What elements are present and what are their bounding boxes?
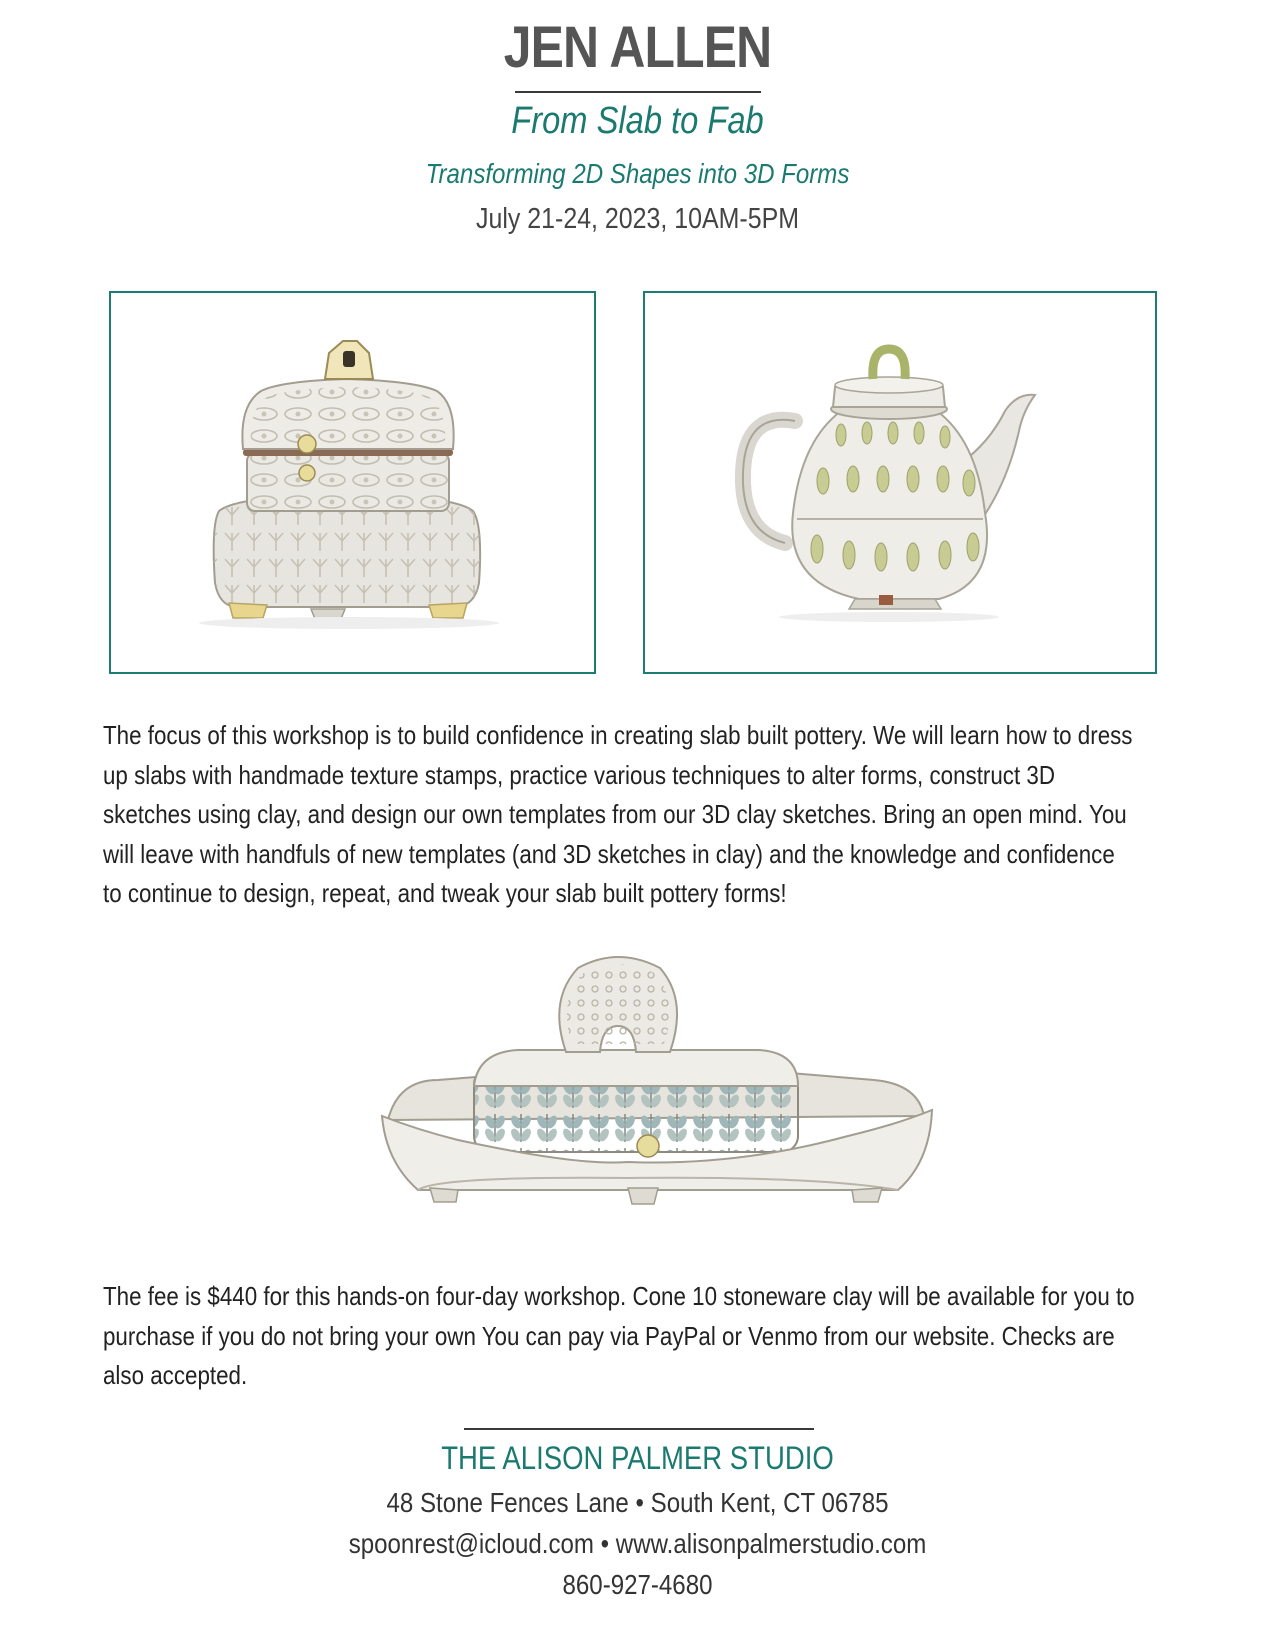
studio-contact[interactable]: spoonrest@icloud.com • www.alisonpalmerstudio.com: [348, 1528, 927, 1559]
lidded-box-photo: [109, 291, 596, 674]
teapot-illustration: [645, 293, 1155, 672]
studio-name: THE ALISON PALMER STUDIO: [441, 1440, 834, 1476]
studio-address: 48 Stone Fences Lane • South Kent, CT 06785: [386, 1487, 889, 1518]
title-divider: [515, 91, 761, 93]
workshop-subtitle: Transforming 2D Shapes into 3D Forms: [425, 158, 850, 189]
footer-divider: [464, 1428, 814, 1430]
butter-dish-photo: [378, 940, 938, 1225]
workshop-description: The focus of this workshop is to build confidence in creating slab built pottery. We will learn how to dress up slabs with handmade texture stamps, practice various techniques to alter forms, construct 3D sketches using clay, and design our own templates from our 3D clay sketches. Bring an open mind. You will leave with handfuls of new templates (and 3D sketches in clay) and the knowledge and confidence to continue to design, repeat, and tweak your slab built pottery forms!: [103, 720, 1133, 908]
workshop-title: From Slab to Fab: [511, 100, 764, 142]
artist-name: JEN ALLEN: [503, 15, 772, 80]
butter-dish-illustration: [378, 940, 938, 1225]
teapot-photo: [643, 291, 1157, 674]
studio-phone: 860-927-4680: [562, 1569, 713, 1600]
lidded-box-illustration: [111, 293, 594, 672]
workshop-dates: July 21-24, 2023, 10AM-5PM: [475, 203, 800, 235]
fee-info: The fee is $440 for this hands-on four-day workshop. Cone 10 stoneware clay will be available for you to purchase if you do not bring your own You can pay via PayPal or Venmo from our website. Checks are also accepted.: [103, 1281, 1135, 1390]
